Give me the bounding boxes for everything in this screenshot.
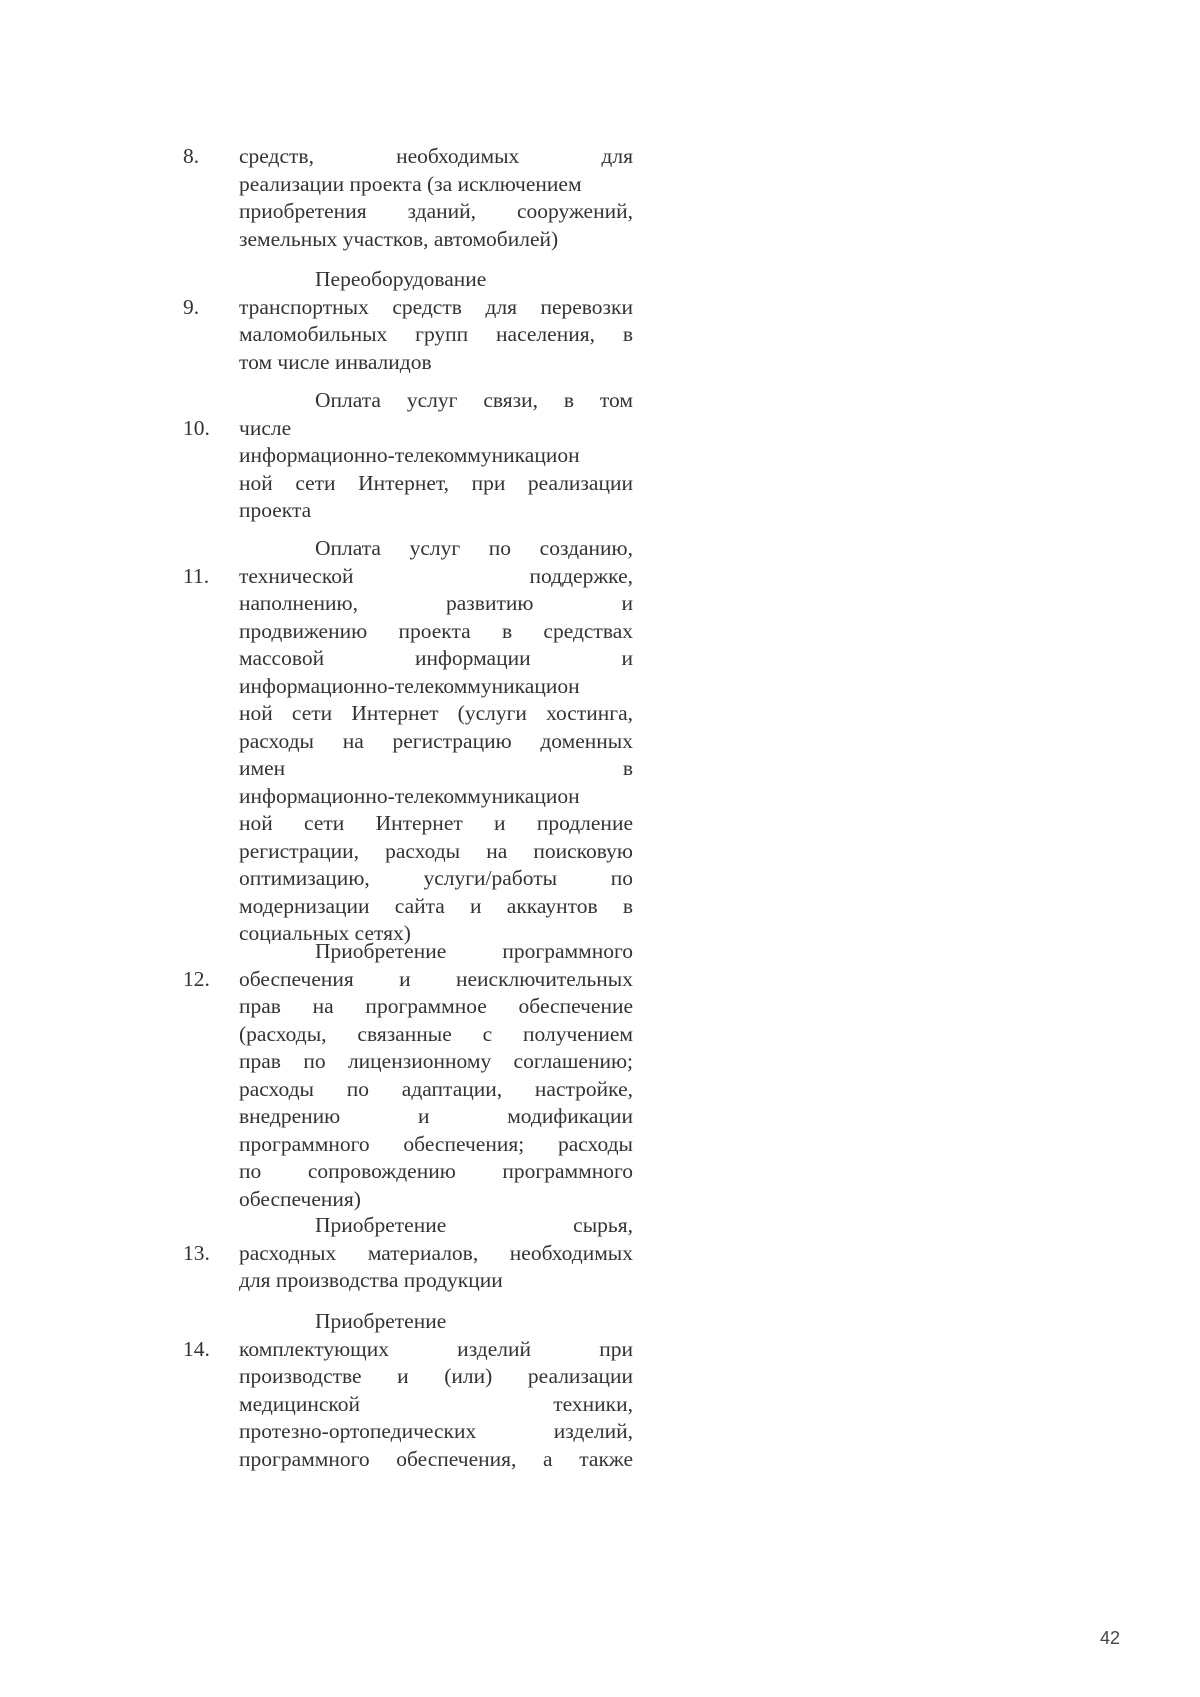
text-line: земельных участков, автомобилей) (239, 226, 559, 251)
text-line: информационно-телекоммуникацион (239, 443, 580, 467)
text-line: ной сети Интернет, при реализации (239, 470, 633, 495)
text-line: ной сети Интернет и продление (239, 811, 633, 835)
text-line: медицинской техники, (239, 1391, 633, 1416)
text-line: прав по лицензионному соглашению; (239, 1049, 633, 1073)
item-text (239, 143, 633, 253)
text-line: информационно-телекоммуникацион (239, 673, 580, 698)
text-line: (расходы, связанные с получением (239, 1021, 633, 1046)
text-line: проекта (239, 498, 312, 522)
item-text (239, 1308, 633, 1473)
text-line: регистрации, расходы на поисковую (239, 838, 633, 863)
text-line: расходы на регистрацию доменных (239, 728, 633, 753)
text-line: приобретения зданий, сооружений, (239, 199, 633, 223)
item-text (239, 1212, 633, 1295)
item-number: 10. (183, 415, 210, 440)
text-line: Приобретение программного (315, 939, 633, 963)
text-line: для производства продукции (239, 1268, 503, 1292)
text-line: производстве и (или) реализации (239, 1364, 633, 1388)
item-text (239, 387, 633, 525)
text-line: ной сети Интернет (услуги хостинга, (239, 701, 633, 725)
text-line: Оплата услуг по созданию, (315, 536, 633, 560)
item-number: 9. (183, 294, 200, 319)
item-text (239, 938, 633, 1213)
text-line: обеспечения и неисключительных (239, 966, 633, 991)
text-line: комплектующих изделий при (239, 1336, 633, 1361)
text-line: Приобретение сырья, (315, 1213, 633, 1237)
text-line: средств, необходимых для (239, 144, 633, 168)
text-line: обеспечения) (239, 1186, 361, 1211)
text-line: модернизации сайта и аккаунтов в (239, 893, 633, 918)
text-line: протезно-ортопедических изделий, (239, 1419, 633, 1443)
text-line: Оплата услуг связи, в том (315, 388, 633, 412)
text-line: том числе инвалидов (239, 349, 432, 374)
item-number: 14. (183, 1336, 210, 1361)
text-line: расходы по адаптации, настройке, (239, 1076, 633, 1101)
item-number: 11. (183, 563, 210, 588)
item-text (239, 266, 633, 376)
text-line: прав на программное обеспечение (239, 994, 633, 1018)
text-line: программного обеспечения; расходы (239, 1131, 633, 1156)
text-line: программного обеспечения, а также (239, 1446, 633, 1471)
text-line: Переоборудование (315, 267, 487, 291)
item-number: 8. (183, 144, 200, 168)
text-line: наполнению, развитию и (239, 591, 633, 615)
text-line: продвижению проекта в средствах (239, 618, 633, 643)
item-text (239, 535, 633, 948)
text-line: массовой информации и (239, 646, 633, 670)
text-line: имен в (239, 756, 633, 780)
text-line: по сопровождению программного (239, 1159, 633, 1183)
text-line: маломобильных групп населения, в (239, 322, 633, 346)
text-line: социальных сетях) (239, 921, 411, 945)
item-number: 12. (183, 966, 210, 991)
text-line: технической поддержке, (239, 563, 633, 588)
text-line: Приобретение (315, 1309, 447, 1333)
text-line: числе (239, 415, 292, 440)
text-line: информационно-телекоммуникацион (239, 783, 580, 808)
text-line: оптимизацию, услуги/работы по (239, 866, 633, 890)
text-line: расходных материалов, необходимых (239, 1240, 633, 1265)
text-line: реализации проекта (за исключением (239, 171, 582, 196)
item-number: 13. (183, 1240, 210, 1265)
page-number: 42 (1100, 1628, 1121, 1648)
text-line: транспортных средств для перевозки (239, 294, 633, 319)
text-line: внедрению и модификации (239, 1104, 633, 1128)
